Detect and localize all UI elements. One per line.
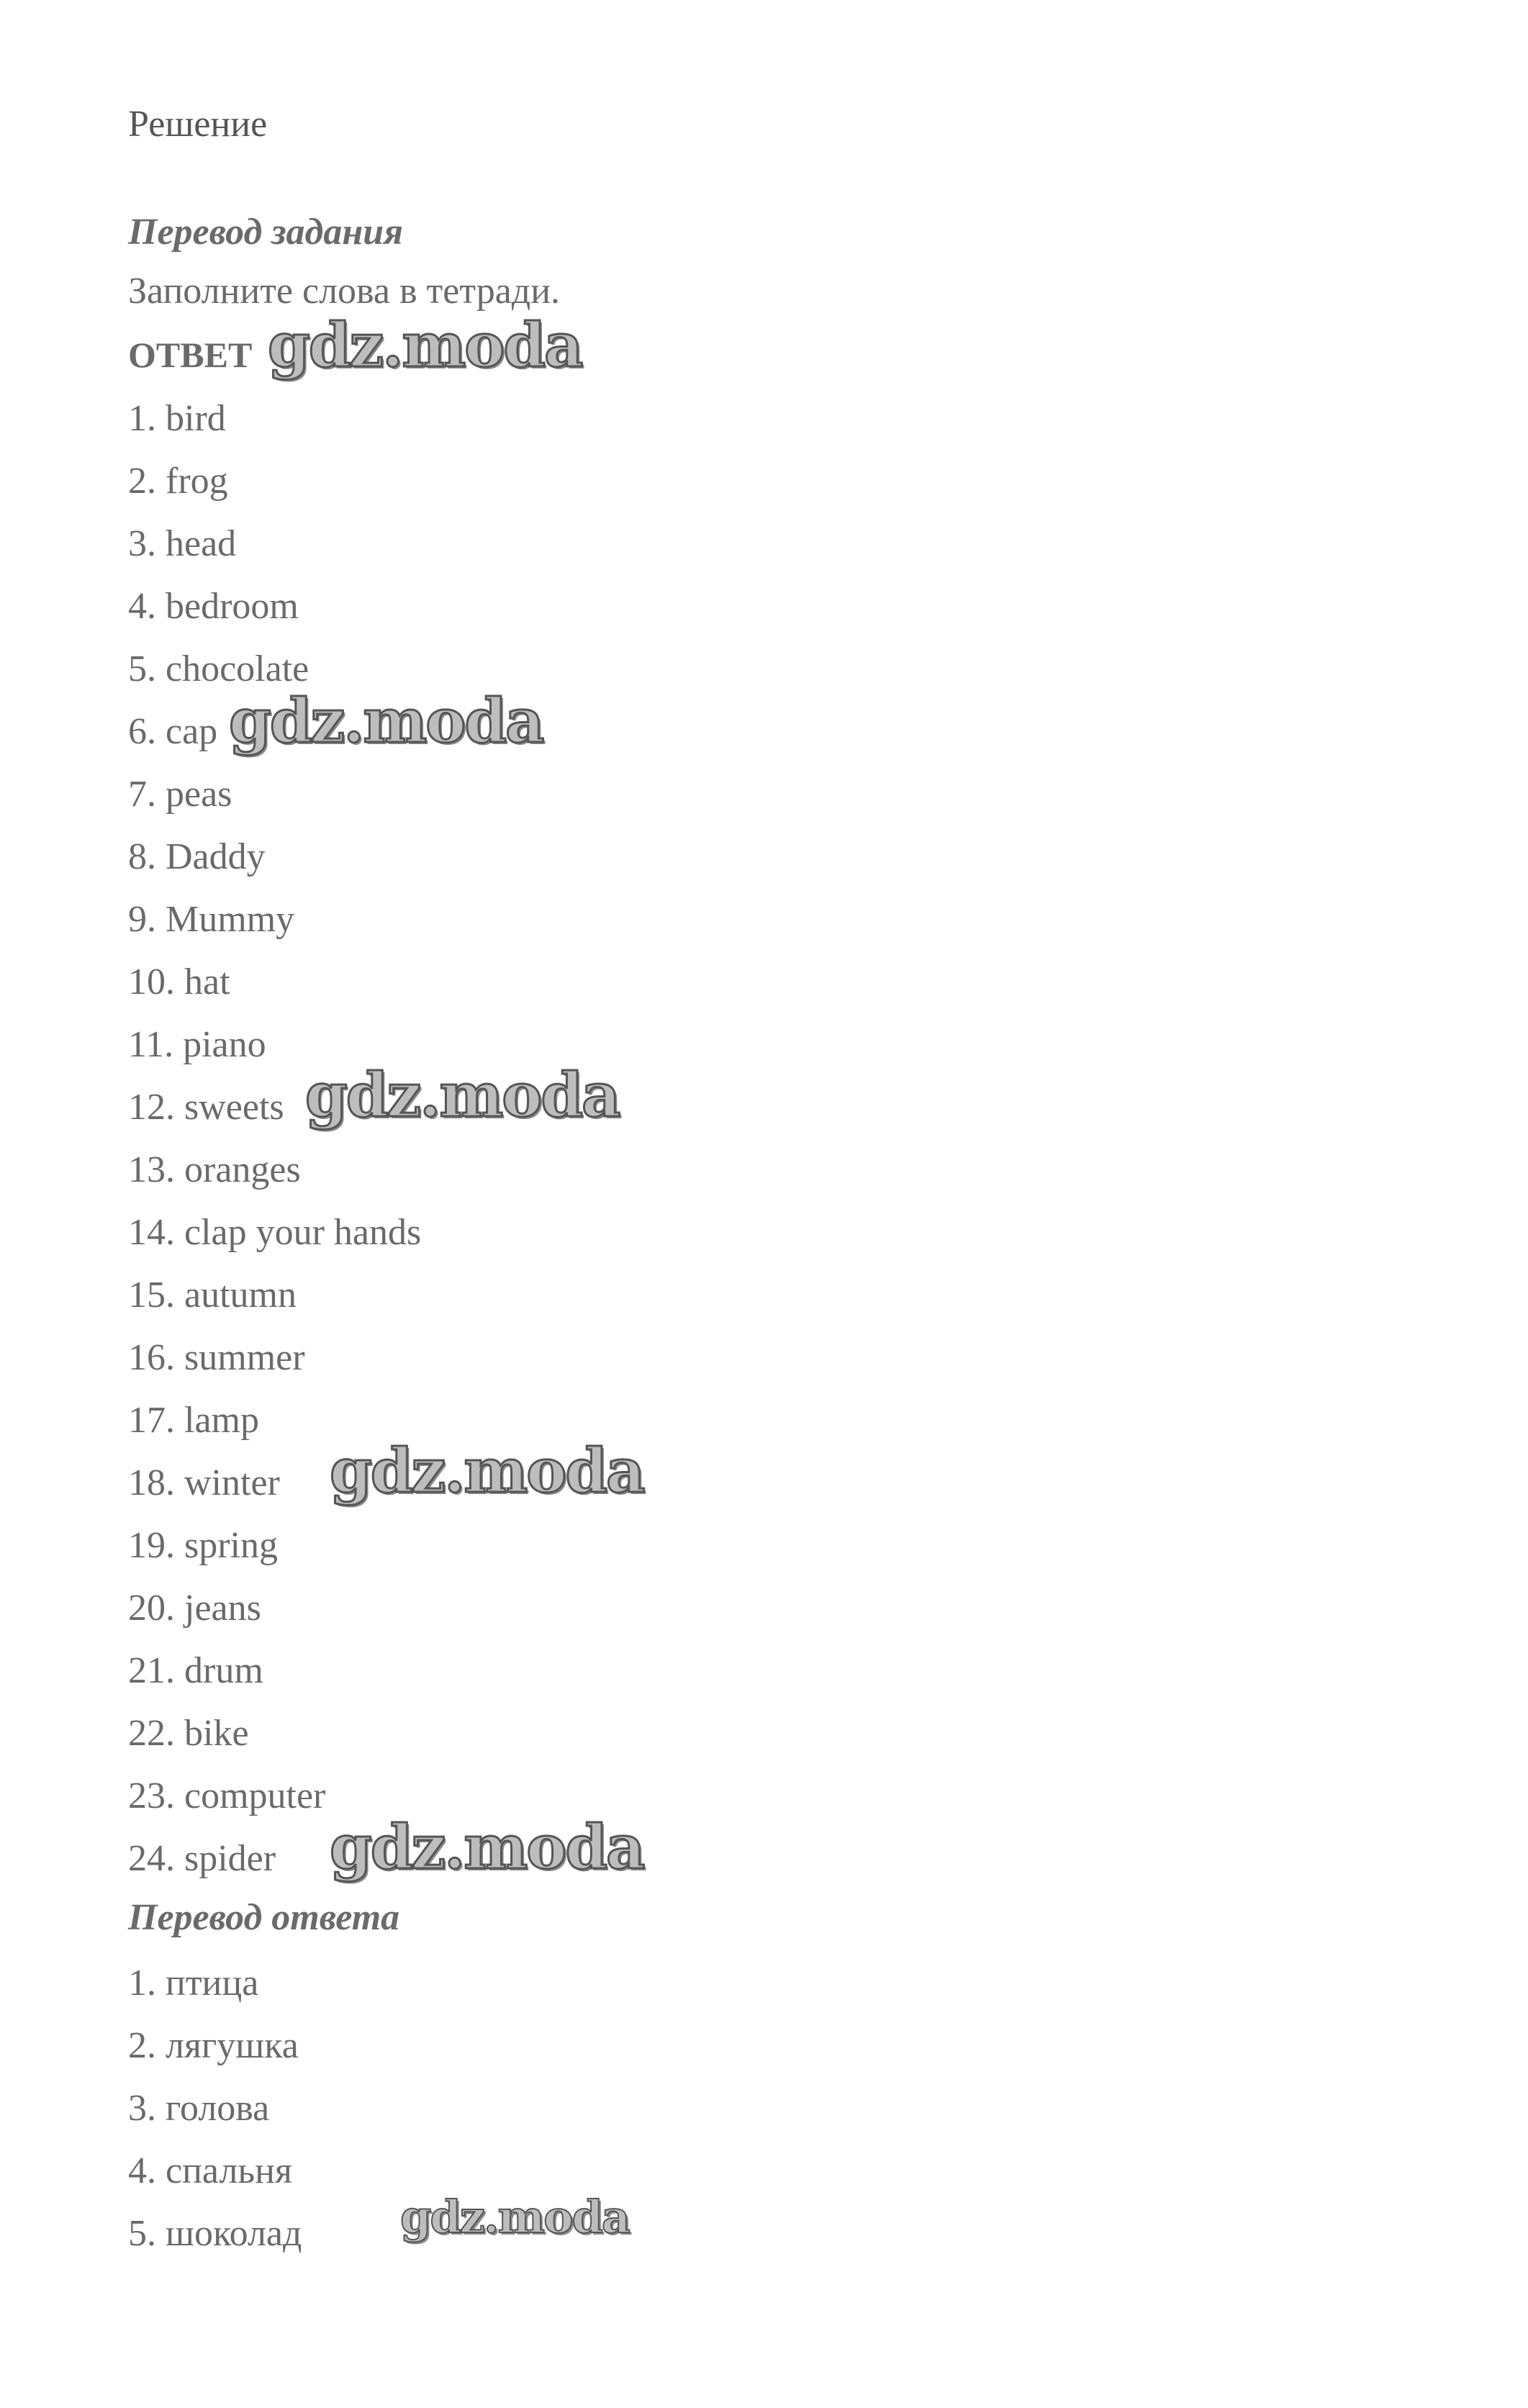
watermark-logo: gdz.moda — [330, 1811, 644, 1883]
answer-item: 4. bedroom — [128, 586, 299, 627]
answer-item: 11. piano — [128, 1024, 266, 1065]
translation-list — [128, 1952, 302, 2265]
answer-item: 23. computer — [128, 1775, 326, 1816]
page-title: Решение — [128, 104, 268, 145]
answer-item: 24. spider — [128, 1838, 276, 1879]
answer-item: 16. summer — [128, 1337, 305, 1378]
answer-item: 14. clap your hands — [128, 1212, 422, 1253]
answer-item: 13. oranges — [128, 1149, 301, 1190]
answer-item: 2. frog — [128, 461, 228, 502]
translation-item: 4. спальня — [128, 2150, 292, 2191]
watermark-logo: gdz.moda — [268, 309, 582, 381]
watermark-logo: gdz.moda — [330, 1435, 644, 1506]
task-translation-heading: Перевод задания — [128, 212, 403, 253]
task-text: Заполните слова в тетради. — [128, 271, 561, 312]
answer-item: 7. peas — [128, 774, 232, 815]
answer-item: 20. jeans — [128, 1588, 261, 1629]
answer-item: 1. bird — [128, 398, 226, 439]
answer-item: 17. lamp — [128, 1400, 259, 1441]
watermark-logo: gdz.moda — [305, 1059, 620, 1131]
translation-item: 5. шоколад — [128, 2213, 302, 2254]
answer-list — [128, 387, 421, 1890]
answer-label: ОТВЕТ — [128, 335, 253, 375]
answer-item: 15. autumn — [128, 1275, 297, 1316]
answer-item: 22. bike — [128, 1713, 249, 1754]
answer-translation-heading: Перевод ответа — [128, 1897, 400, 1938]
answer-item: 3. head — [128, 523, 237, 564]
watermark-logo: gdz.moda — [229, 685, 543, 756]
answer-item: 9. Mummy — [128, 899, 295, 940]
answer-item: 21. drum — [128, 1650, 263, 1691]
translation-item: 3. голова — [128, 2088, 270, 2129]
translation-item: 2. лягушка — [128, 2025, 299, 2066]
answer-item: 12. sweets — [128, 1087, 284, 1128]
answer-item: 18. winter — [128, 1462, 280, 1503]
translation-item: 1. птица — [128, 1963, 259, 2004]
answer-item: 19. spring — [128, 1525, 278, 1566]
answer-item: 5. chocolate — [128, 648, 309, 689]
watermark-logo: gdz.moda — [400, 2191, 629, 2243]
answer-item: 10. hat — [128, 961, 230, 1002]
answer-item: 6. cap — [128, 711, 218, 752]
answer-item: 8. Daddy — [128, 836, 266, 877]
